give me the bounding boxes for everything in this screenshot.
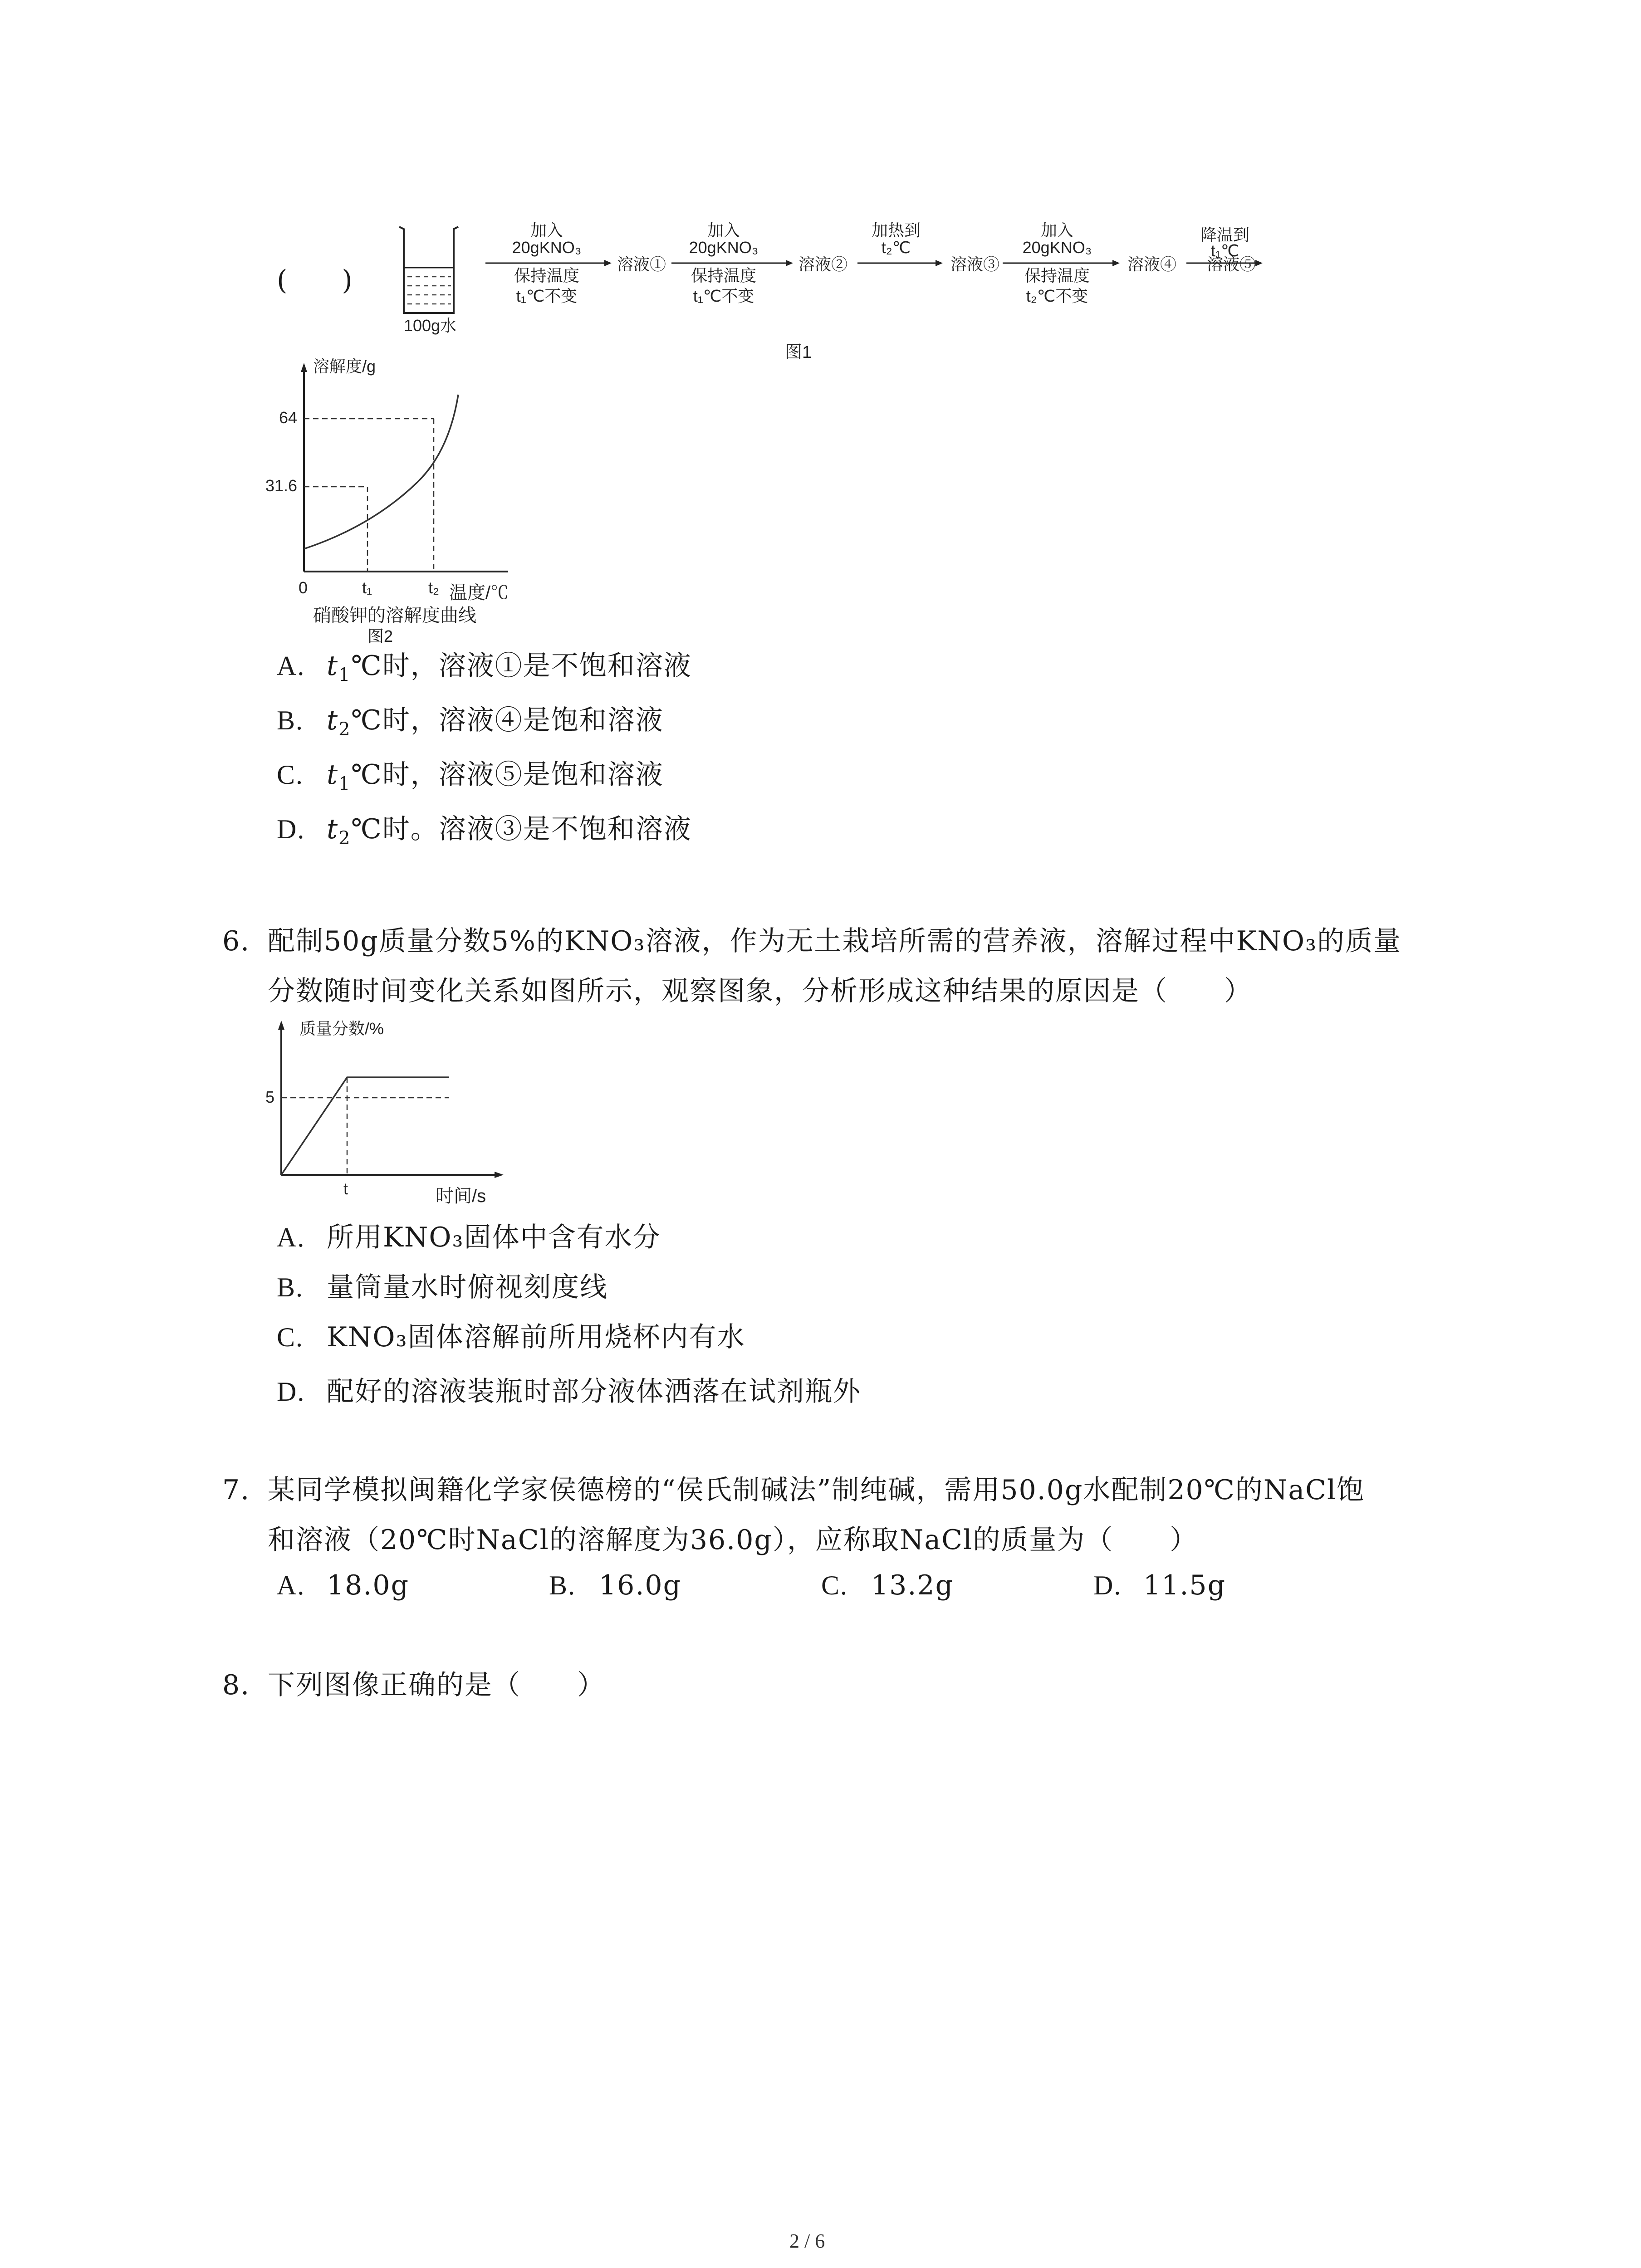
q5-option-a[interactable]: A. $t_1℃$时，溶液①是不饱和溶液 [277,650,692,685]
q6-option-b[interactable]: B. 量筒量水时俯视刻度线 [277,1271,608,1303]
step2-mid: 20gKNO₃ [689,238,759,257]
graph2-ytick-64: 64 [279,408,298,427]
q7-option-c[interactable]: C. 13.2g [821,1569,954,1601]
step1-bot2: t₁℃不变 [516,287,578,305]
q7-option-a[interactable]: A. 18.0g [277,1569,410,1601]
q7-stem-line1: 某同学模拟闽籍化学家侯德榜的“侯氏制碱法”制纯碱，需用50.0g水配制20℃的NaCl饱 [268,1474,1365,1506]
graph2-ylabel: 溶解度/g [313,357,376,376]
step3-top: 加热到 [871,221,921,240]
q5-answer-paren: ( ) [277,264,353,296]
q7-option-d[interactable]: D. 11.5g [1093,1569,1226,1601]
q7-option-b[interactable]: B. 16.0g [549,1569,682,1601]
graph2-ytick-31.6: 31.6 [265,476,298,495]
page-number: 2 / 6 [789,2230,825,2252]
q6-option-c[interactable]: C. KNO₃固体溶解前所用烧杯内有水 [277,1321,745,1353]
figure1-caption: 图1 [785,343,812,362]
q5-option-d[interactable]: D. $t_2℃$时。溶液③是不饱和溶液 [277,813,692,849]
step4-mid: 20gKNO₃ [1022,238,1092,257]
solution-1-label: 溶液① [617,255,666,274]
q6-stem-line2: 分数随时间变化关系如图所示，观察图象，分析形成这种结果的原因是（ ） [268,975,1252,1007]
graph2-xtick-t1: t₁ [362,578,372,597]
solution-3-label: 溶液③ [950,255,1000,274]
step4-bot1: 保持温度 [1024,266,1090,285]
step3-mid: t₂℃ [881,238,911,257]
graph2-xtick-t2: t₂ [428,578,439,597]
graph6-xtick-t: t [343,1179,348,1198]
q6-option-a[interactable]: A. 所用KNO₃固体中含有水分 [277,1222,661,1253]
q7-stem-line2: 和溶液（20℃时NaCl的溶解度为36.0g），应称取NaCl的质量为（ ） [268,1524,1198,1556]
q8-number: 8. [222,1669,250,1701]
solution-4-label: 溶液④ [1127,255,1177,274]
q6-option-d[interactable]: D. 配好的溶液装瓶时部分液体洒落在试剂瓶外 [277,1376,861,1408]
q5-figure2-solubility-graph [254,354,572,644]
graph6-ytick-5: 5 [265,1088,275,1106]
step2-top: 加入 [707,221,740,240]
step1-mid: 20gKNO₃ [512,238,582,257]
step2-bot2: t₁℃不变 [693,287,754,305]
q5-option-b[interactable]: B. $t_2℃$时，溶液④是饱和溶液 [277,704,664,740]
step5-top: 降温到 [1200,225,1249,244]
q5-option-c[interactable]: C. $t_1℃$时，溶液⑤是饱和溶液 [277,759,664,794]
graph2-title: 硝酸钾的溶解度曲线 [313,606,476,626]
q5-figure1 [390,209,1298,363]
solution-2-label: 溶液② [798,255,848,274]
graph2-xtick-0: 0 [299,578,308,597]
step2-bot1: 保持温度 [691,266,756,285]
solution-5-label: 溶液⑤ [1207,255,1256,274]
step4-bot2: t₂℃不变 [1026,287,1088,305]
step1-top: 加入 [530,221,563,240]
q6-mass-fraction-graph [254,1016,508,1206]
step1-bot1: 保持温度 [514,266,579,285]
beaker-label: 100g水 [404,316,457,335]
graph2-xlabel: 温度/℃ [449,583,509,603]
q6-number: 6. [222,925,250,957]
graph2-caption: 图2 [367,627,393,645]
q7-number: 7. [222,1474,250,1506]
graph6-xlabel: 时间/s [436,1186,486,1206]
graph6-ylabel: 质量分数/% [299,1019,384,1038]
q6-stem-line1: 配制50g质量分数5%的KNO₃溶液，作为无土栽培所需的营养液，溶解过程中KNO₃的质量 [268,925,1402,957]
q8-stem: 下列图像正确的是（ ） [268,1669,605,1701]
step5-mid: t₁℃ [1210,241,1239,260]
arrow-icon [857,259,948,268]
step4-top: 加入 [1040,221,1073,240]
beaker-icon [395,218,463,318]
